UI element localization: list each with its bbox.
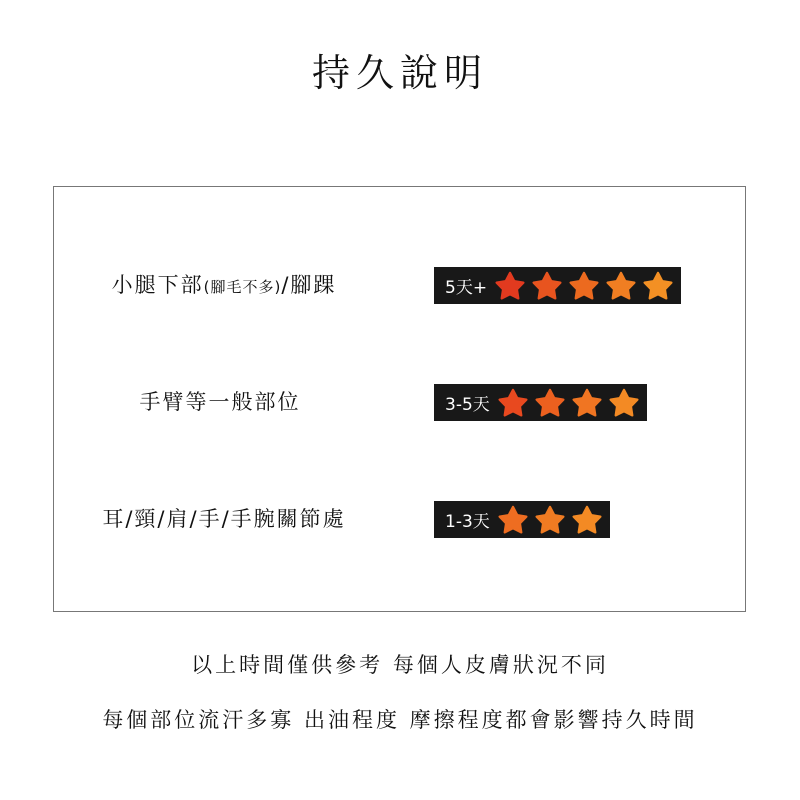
- footer-line-1: 以上時間僅供參考 每個人皮膚狀況不同: [191, 653, 609, 677]
- duration-badge: [434, 501, 610, 538]
- star-icon: [535, 388, 565, 418]
- row-label: [54, 265, 394, 305]
- star-rating: [498, 505, 602, 535]
- row-label-main: 小腿下部: [111, 273, 204, 297]
- star-icon: [495, 271, 525, 301]
- duration-text: 5天+: [445, 278, 488, 298]
- row-label: [50, 382, 390, 422]
- row-label-main: 耳/頸/肩/手/手腕關節處: [102, 507, 346, 531]
- row-label-sub: (腳毛不多): [203, 278, 282, 296]
- star-rating: [495, 271, 673, 301]
- footer-line-2: 每個部位流汗多寡 出油程度 摩擦程度都會影響持久時間: [102, 708, 698, 732]
- row-label-tail: /腳踝: [281, 273, 337, 297]
- duration-text: 1-3天: [445, 512, 490, 532]
- star-icon: [606, 271, 636, 301]
- star-icon: [498, 505, 528, 535]
- duration-text: 3-5天: [445, 395, 490, 415]
- duration-row: [54, 265, 747, 305]
- duration-table: [53, 186, 746, 612]
- star-icon: [535, 505, 565, 535]
- star-icon: [498, 388, 528, 418]
- page-title: 持久說明: [311, 51, 488, 95]
- star-icon: [609, 388, 639, 418]
- row-label-main: 手臂等一般部位: [139, 390, 301, 414]
- star-icon: [572, 505, 602, 535]
- star-rating: [498, 388, 639, 418]
- star-icon: [643, 271, 673, 301]
- row-label: [54, 499, 394, 539]
- duration-row: [54, 382, 747, 422]
- star-icon: [572, 388, 602, 418]
- star-icon: [532, 271, 562, 301]
- duration-badge: [434, 267, 681, 304]
- star-icon: [569, 271, 599, 301]
- duration-row: [54, 499, 747, 539]
- duration-badge: [434, 384, 647, 421]
